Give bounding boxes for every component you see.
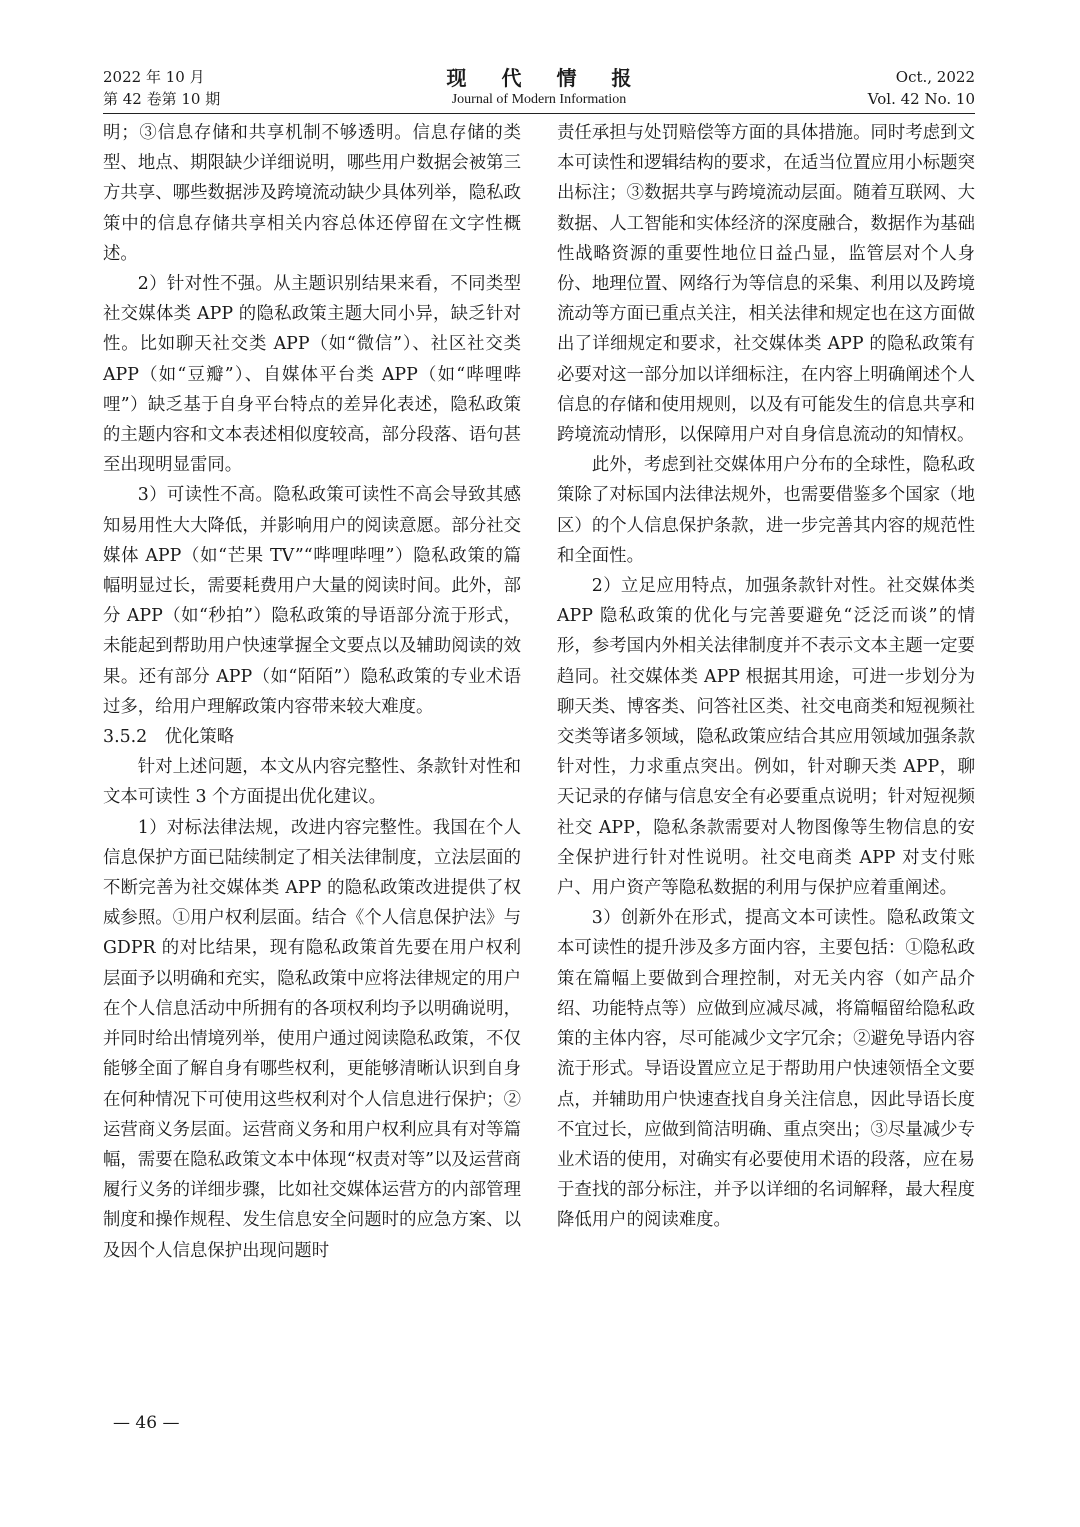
journal-title-en: Journal of Modern Information — [451, 92, 627, 107]
journal-title-cn: 现 代 情 报 — [446, 66, 646, 90]
paragraph-strategy-1: 1）对标法律法规，改进内容完整性。我国在个人信息保护方面已陆续制定了相关法律制度，立法层面的不断完善为社交媒体类 APP 的隐私政策改进提供了权威参照。①用户权利层面。结合《个人信息保护法》与 GDPR 的对比结果，现有隐私政策首先要在用户权利层面予以明确和充实，隐私政策中应将法律规定的用户在个人信息活动中所拥有的各项权利均予以明确说明，并同时给出情境列举，使用户通过阅读隐私政策，不仅能够全面了解自身有哪些权利，更能够清晰认识到自身在何种情况下可使用这些权利对个人信息进行保护；②运营商义务层面。运营商义务和用户权利应具有对等篇幅，需要在隐私政策文本中体现“权责对等”以及运营商履行义务的详细步骤，比如社交媒体运营方的内部管理制度和操作规程、发生信息安全问题时的应急方案、以及因个人信息保护出现问题时 — [103, 817, 521, 1261]
paragraph-strategy-1-cont: 责任承担与处罚赔偿等方面的具体措施。同时考虑到文本可读性和逻辑结构的要求，在适当位置应用小标题突出标注；③数据共享与跨境流动层面。随着互联网、大数据、人工智能和实体经济的深度融合，数据作为基础性战略资源的重要性地位日益凸显，监管层对个人身份、地理位置、网络行为等信息的采集、利用以及跨境流动等方面已重点关注，相关法律和规定也在这方面做出了详细规定和要求，社交媒体类 APP 的隐私政策有必要对这一部分加以详细标注，在内容上明确阐述个人信息的存储和使用规则，以及有可能发生的信息共享和跨境流动情形，以保障用户对自身信息流动的知情权。 — [557, 123, 975, 446]
issue-date: 2022 年 10 月 — [103, 68, 205, 86]
section-heading: 3.5.2 优化策略 — [103, 727, 235, 748]
paragraph-pertinence: 2）针对性不强。从主题识别结果来看，不同类型社交媒体类 APP 的隐私政策主题大同小异，缺乏针对性。比如聊天社交类 APP（如“微信”）、社区社交类 APP（如“豆瓣”）、自媒体平台类 APP（如“哔哩哔哩”）缺乏基于自身平台特点的差异化表述，隐私政策的主题内容和文本表述相似度较高，部分段落、语句甚至出现明显雷同。 — [103, 274, 521, 476]
paragraph-strategy-3: 3）创新外在形式，提高文本可读性。隐私政策文本可读性的提升涉及多方面内容，主要包括：①隐私政策在篇幅上要做到合理控制，对无关内容（如产品介绍、功能特点等）应做到应减尽减，将篇幅留给隐私政策的主体内容，尽可能减少文字冗余；②避免导语内容流于形式。导语设置应立足于帮助用户快速领悟全文要点，并辅助用户快速查找自身关注信息，因此导语长度不宜过长，应做到简洁明确、重点突出；③尽量减少专业术语的使用，对确实有必要使用术语的段落，应在易于查找的部分标注，并予以详细的名词解释，最大程度降低用户的阅读难度。 — [557, 908, 975, 1231]
volume-issue-cn: 第 42 卷第 10 期 — [103, 90, 221, 108]
issue-info-en-block — [868, 66, 975, 110]
journal-title-block — [103, 66, 975, 110]
left-column — [103, 118, 521, 1266]
running-header — [103, 66, 975, 112]
right-column — [557, 118, 975, 1236]
paragraph-readability: 3）可读性不高。隐私政策可读性不高会导致其感知易用性大大降低，并影响用户的阅读意愿。部分社交媒体 APP（如“芒果 TV”“哔哩哔哩”）隐私政策的篇幅明显过长，需要耗费用户大量的阅读时间。此外，部分 APP（如“秒拍”）隐私政策的导语部分流于形式，未能起到帮助用户快速掌握全文要点以及辅助阅读的效果。还有部分 APP（如“陌陌”）隐私政策的专业术语过多，给用户理解政策内容带来较大难度。 — [103, 485, 521, 717]
paragraph-intro: 针对上述问题，本文从内容完整性、条款针对性和文本可读性 3 个方面提出优化建议。 — [103, 757, 521, 808]
paragraph-strategy-2: 2）立足应用特点，加强条款针对性。社交媒体类 APP 隐私政策的优化与完善要避免“泛泛而谈”的情形，参考国内外相关法律制度并不表示文本主题一定要趋同。社交媒体类 APP 根据其用途，可进一步划分为聊天类、博客类、问答社区类、社交电商类和短视频社交类等诸多领域，隐私政策应结合其应用领域加强条款针对性，力求重点突出。例如，针对聊天类 APP，聊天记录的存储与信息安全有必要重点说明；针对短视频社交 APP，隐私条款需要对人物图像等生物信息的安全保护进行针对性说明。社交电商类 APP 对支付账户、用户资产等隐私数据的利用与保护应着重阐述。 — [557, 576, 975, 899]
page-number: — 46 — — [113, 1413, 180, 1433]
header-rule — [103, 113, 975, 114]
paragraph-global: 此外，考虑到社交媒体用户分布的全球性，隐私政策除了对标国内法律法规外，也需要借鉴多个国家（地区）的个人信息保护条款，进一步完善其内容的规范性和全面性。 — [557, 455, 975, 566]
volume-issue-en: Vol. 42 No. 10 — [867, 90, 975, 108]
paragraph-continued: 明；③信息存储和共享机制不够透明。信息存储的类型、地点、期限缺少详细说明，哪些用户数据会被第三方共享、哪些数据涉及跨境流动缺少具体列举，隐私政策中的信息存储共享相关内容总体还停留在文字性概述。 — [103, 123, 521, 264]
issue-date-en: Oct., 2022 — [895, 68, 975, 86]
